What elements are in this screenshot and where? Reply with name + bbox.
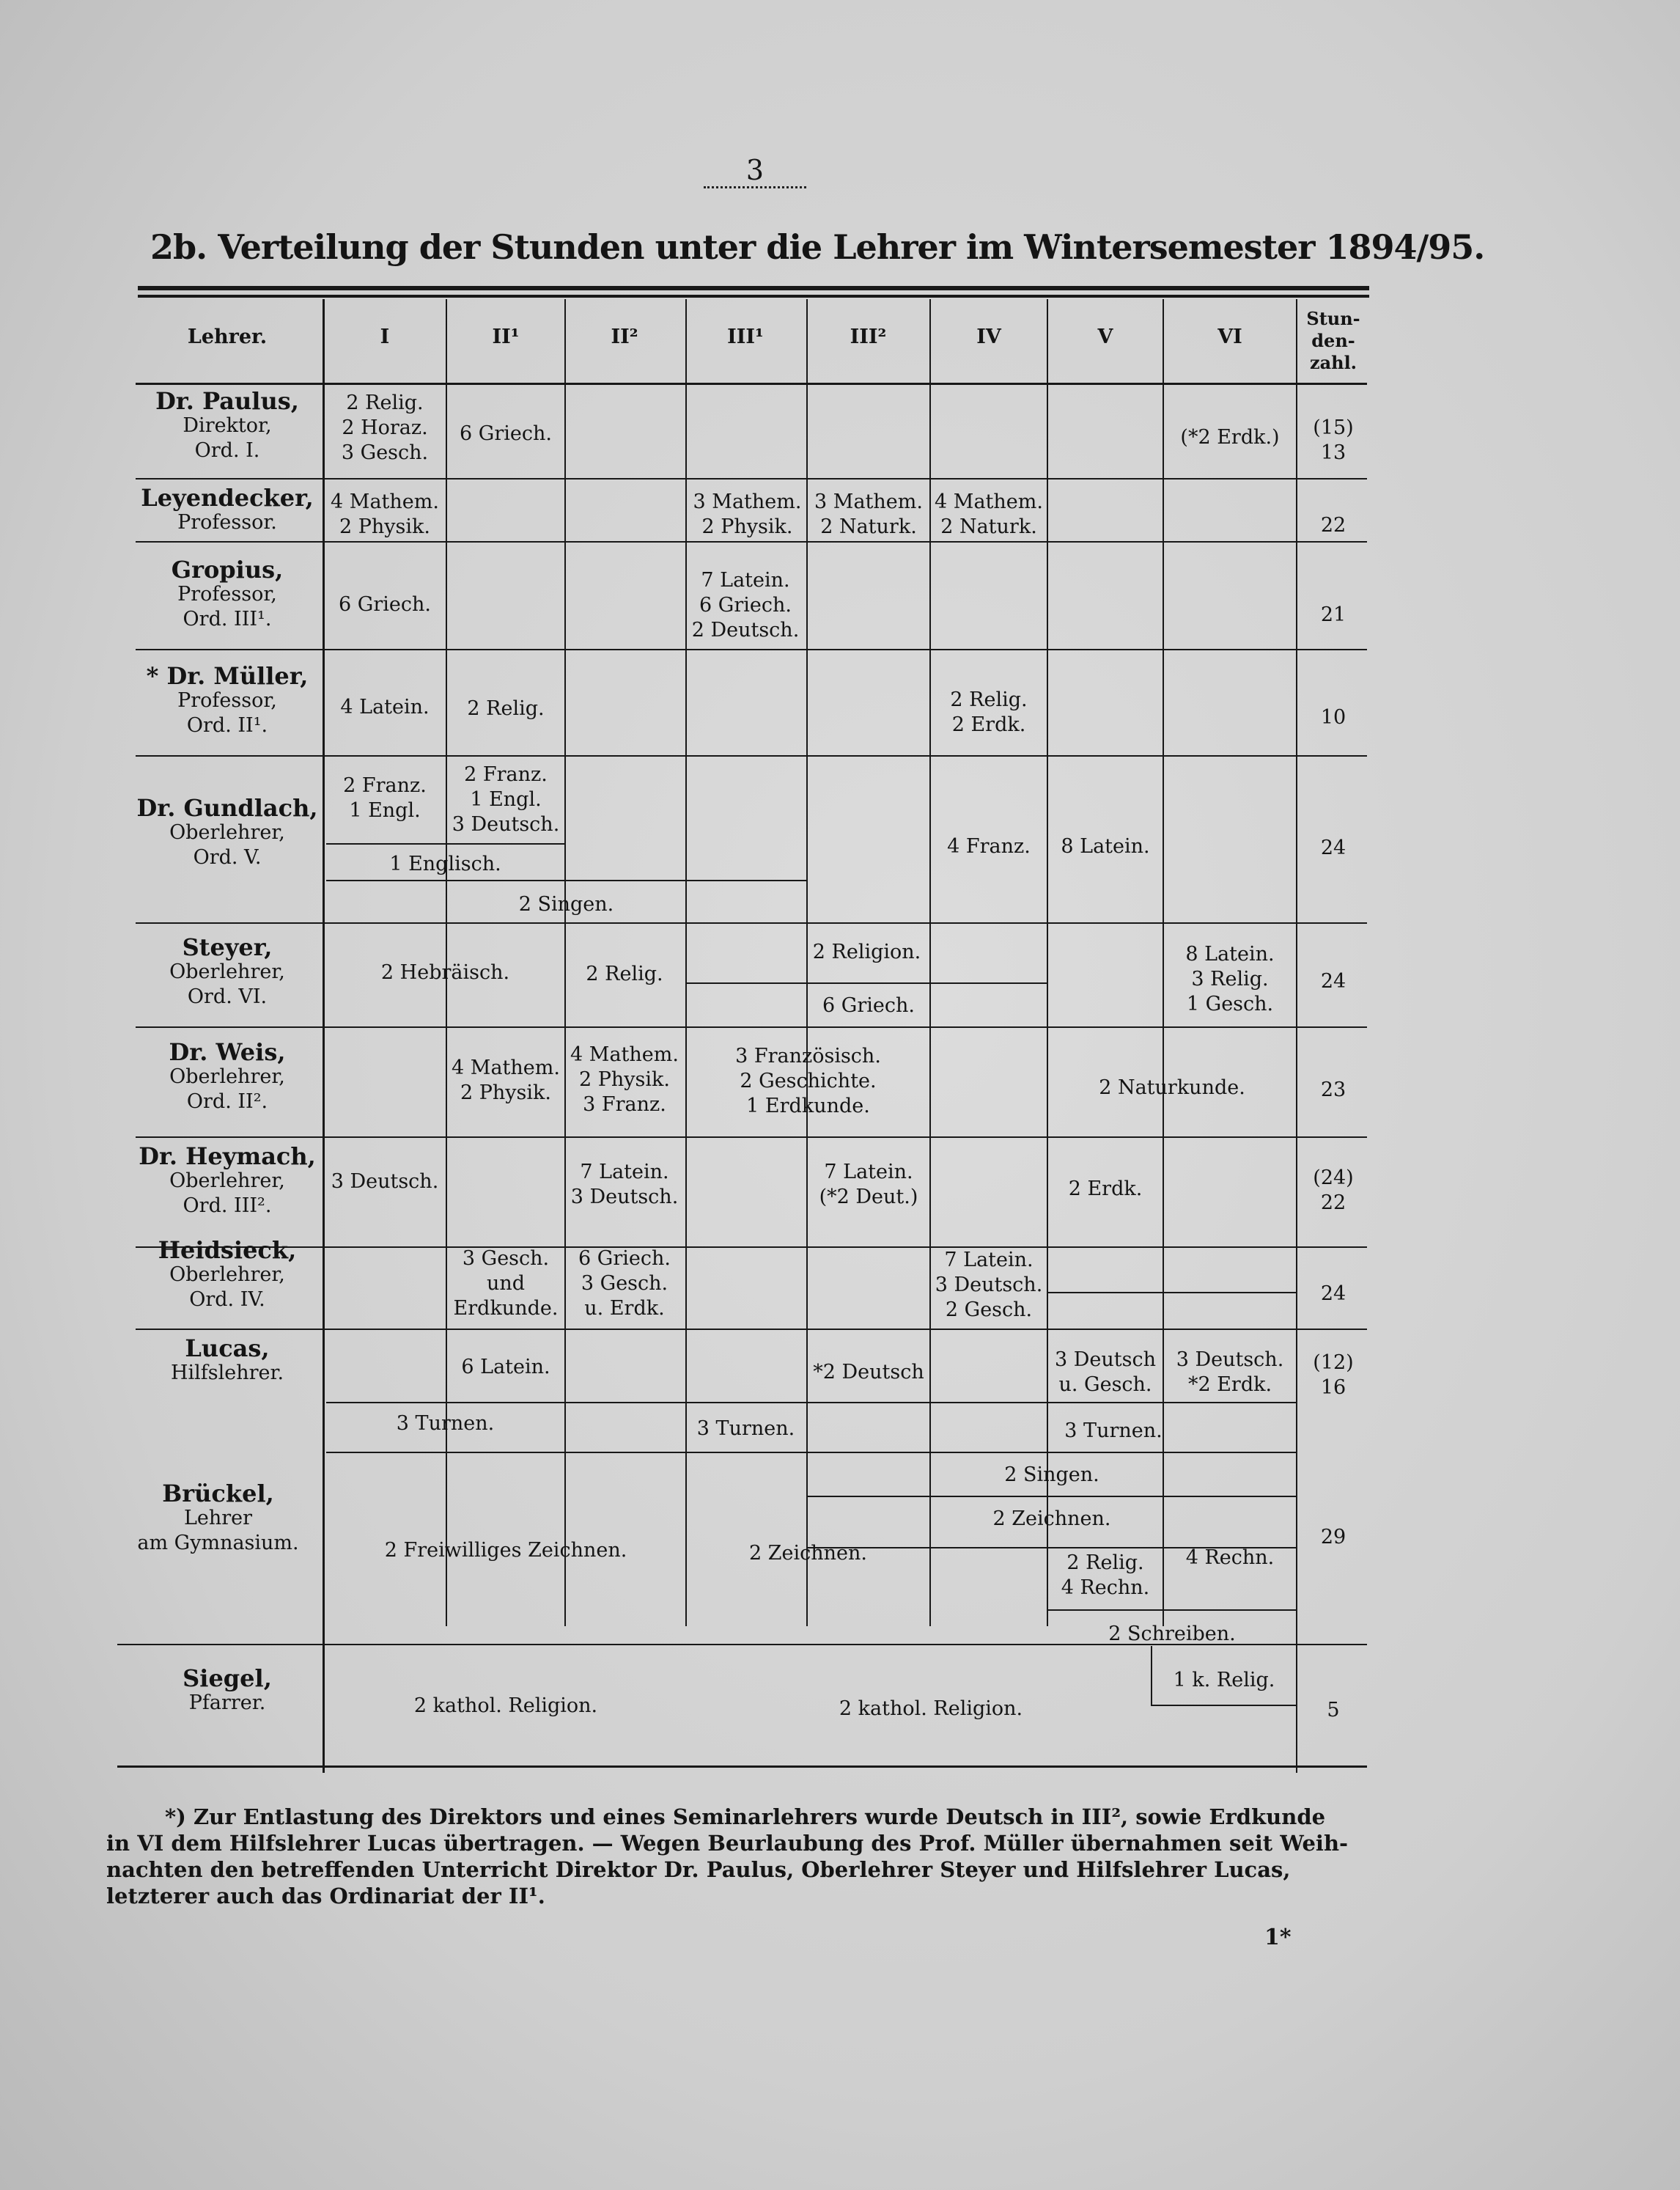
cell-gundlach-singen: 2 Singen.: [518, 893, 614, 916]
cell-brueckel-singen: 2 Singen.: [1004, 1463, 1099, 1486]
header-class-II1: II¹: [492, 326, 520, 348]
total-gundlach: 24: [1320, 837, 1346, 859]
cell-steyer-II2: 2 Relig.: [586, 963, 663, 985]
cell-gundlach-II1: 2 Franz. 1 Engl. 3 Deutsch.: [452, 763, 560, 836]
total-brueckel: 29: [1320, 1526, 1346, 1548]
teacher-weis: Dr. Weis, Oberlehrer, Ord. II².: [169, 1038, 286, 1113]
cell-paulus-I: 2 Relig. 2 Horaz. 3 Gesch.: [341, 392, 429, 464]
cell-steyer-III2: 6 Griech.: [822, 994, 915, 1017]
teacher-siegel: Siegel, Pfarrer.: [183, 1664, 272, 1714]
total-mueller: 10: [1320, 706, 1346, 729]
teacher-heidsieck: Heidsieck, Oberlehrer, Ord. IV.: [158, 1236, 297, 1311]
cell-steyer-VI: 8 Latein. 3 Relig. 1 Gesch.: [1185, 943, 1275, 1015]
cell-weis-II2: 4 Mathem. 2 Physik. 3 Franz.: [570, 1043, 679, 1116]
teacher-heymach: Dr. Heymach, Oberlehrer, Ord. III².: [139, 1142, 316, 1217]
cell-leyendecker-III2: 3 Mathem. 2 Naturk.: [814, 490, 923, 538]
teacher-gropius: Gropius, Professor, Ord. III¹.: [171, 556, 284, 631]
cell-brueckel-turnen-2: 3 Turnen.: [696, 1417, 795, 1440]
cell-gundlach-englisch: 1 Englisch.: [389, 853, 501, 875]
header-class-VI: VI: [1217, 326, 1242, 348]
cell-siegel-kathol-1: 2 kathol. Religion.: [413, 1694, 598, 1717]
total-weis: 23: [1320, 1079, 1346, 1101]
cell-paulus-II1: 6 Griech.: [460, 422, 552, 445]
cell-brueckel-schreiben: 2 Schreiben.: [1108, 1623, 1236, 1645]
teacher-mueller: * Dr. Müller, Professor, Ord. II¹.: [146, 662, 309, 737]
page-number: 3: [660, 154, 850, 188]
total-steyer: 24: [1320, 970, 1346, 993]
footnote: *) Zur Entlastung des Direktors und eines Seminarlehrers wurde Deutsch in III², sowie Erdkunde in VI dem Hilfslehrer Lucas übertragen. — Wegen Beurlaubung des Prof. Müller übernahmen seit Weih- nachten den betreffenden Unterricht Direktor Dr. Paulus, Oberlehrer Steyer und Hilfslehrer Lucas, letzterer auch das Ordinariat der II¹.: [106, 1804, 1349, 1908]
header-total: Stun- den- zahl.: [1306, 308, 1360, 373]
cell-lucas-VI: 3 Deutsch. *2 Erdk.: [1176, 1348, 1284, 1396]
cell-brueckel-turnen-3: 3 Turnen.: [1064, 1419, 1163, 1442]
page-title: 2b. Verteilung der Stunden unter die Lehrer im Wintersemester 1894/95.: [150, 227, 1485, 267]
header-class-V: V: [1097, 326, 1113, 348]
cell-heymach-II2: 7 Latein. 3 Deutsch.: [570, 1161, 679, 1208]
header-class-III2: III²: [850, 326, 887, 348]
cell-lucas-V: 3 Deutsch u. Gesch.: [1055, 1348, 1156, 1396]
cell-mueller-II1: 2 Relig.: [467, 697, 545, 720]
cell-siegel-kathol-2: 2 kathol. Religion.: [839, 1697, 1023, 1720]
cell-mueller-IV: 2 Relig. 2 Erdk.: [950, 688, 1028, 736]
cell-brueckel-V: 2 Relig. 4 Rechn.: [1061, 1551, 1150, 1599]
cell-leyendecker-III1: 3 Mathem. 2 Physik.: [693, 490, 802, 538]
cell-weis-III: 3 Französisch. 2 Geschichte. 1 Erdkunde.: [735, 1045, 881, 1117]
cell-heymach-V: 2 Erdk.: [1068, 1177, 1143, 1200]
header-class-I: I: [380, 326, 390, 348]
cell-heymach-III2: 7 Latein. (*2 Deut.): [819, 1161, 918, 1208]
cell-gundlach-V: 8 Latein.: [1061, 835, 1150, 858]
cell-paulus-VI: (*2 Erdk.): [1180, 426, 1280, 449]
cell-brueckel-freiwillig: 2 Freiwilliges Zeichnen.: [384, 1539, 627, 1562]
cell-brueckel-VI: 4 Rechn.: [1185, 1546, 1275, 1569]
teacher-paulus: Dr. Paulus, Direktor, Ord. I.: [155, 387, 299, 462]
header-class-II2: II²: [611, 326, 638, 348]
total-gropius: 21: [1320, 603, 1346, 626]
signature-mark: 1*: [1264, 1925, 1292, 1950]
cell-steyer-religion: 2 Religion.: [812, 941, 921, 963]
total-lucas: (12) 16: [1313, 1351, 1354, 1399]
total-heidsieck: 24: [1320, 1282, 1346, 1305]
teacher-leyendecker: Leyendecker, Professor.: [141, 484, 314, 534]
cell-gropius-III1: 7 Latein. 6 Griech. 2 Deutsch.: [691, 569, 800, 642]
cell-brueckel-zeichnen-2: 2 Zeichnen.: [749, 1542, 867, 1565]
cell-brueckel-turnen-1: 3 Turnen.: [396, 1412, 495, 1435]
total-leyendecker: 22: [1320, 514, 1346, 537]
teacher-steyer: Steyer, Oberlehrer, Ord. VI.: [169, 933, 285, 1008]
cell-heidsieck-II1: 3 Gesch. und Erdkunde.: [453, 1247, 559, 1320]
total-heymach: (24) 22: [1313, 1166, 1354, 1214]
teacher-lucas: Lucas, Hilfslehrer.: [170, 1334, 284, 1384]
cell-leyendecker-IV: 4 Mathem. 2 Naturk.: [935, 490, 1043, 538]
cell-siegel-VI: 1 k. Relig.: [1173, 1669, 1275, 1691]
header-teacher: Lehrer.: [187, 326, 268, 348]
cell-brueckel-zeichnen: 2 Zeichnen.: [992, 1507, 1111, 1530]
cell-gundlach-I: 2 Franz. 1 Engl.: [343, 774, 427, 822]
cell-weis-naturkunde: 2 Naturkunde.: [1099, 1076, 1245, 1099]
header-class-III1: III¹: [727, 326, 764, 348]
cell-weis-II1: 4 Mathem. 2 Physik.: [452, 1057, 560, 1104]
cell-mueller-I: 4 Latein.: [340, 696, 430, 719]
cell-heymach-I: 3 Deutsch.: [331, 1170, 439, 1193]
header-class-IV: IV: [976, 326, 1001, 348]
cell-lucas-III2: *2 Deutsch: [813, 1361, 924, 1384]
cell-leyendecker-I: 4 Mathem. 2 Physik.: [331, 490, 439, 538]
cell-heidsieck-IV: 7 Latein. 3 Deutsch. 2 Gesch.: [935, 1249, 1043, 1321]
total-paulus: (15) 13: [1313, 416, 1354, 464]
cell-gropius-I: 6 Griech.: [339, 593, 431, 616]
teacher-gundlach: Dr. Gundlach, Oberlehrer, Ord. V.: [136, 794, 318, 869]
cell-steyer-hebraeisch: 2 Hebräisch.: [380, 961, 510, 984]
cell-heidsieck-II2: 6 Griech. 3 Gesch. u. Erdk.: [578, 1247, 671, 1320]
total-siegel: 5: [1327, 1699, 1340, 1721]
cell-lucas-II1: 6 Latein.: [461, 1356, 550, 1378]
cell-gundlach-IV: 4 Franz.: [947, 835, 1031, 858]
teacher-brueckel: Brückel, Lehrer am Gymnasium.: [137, 1480, 299, 1554]
